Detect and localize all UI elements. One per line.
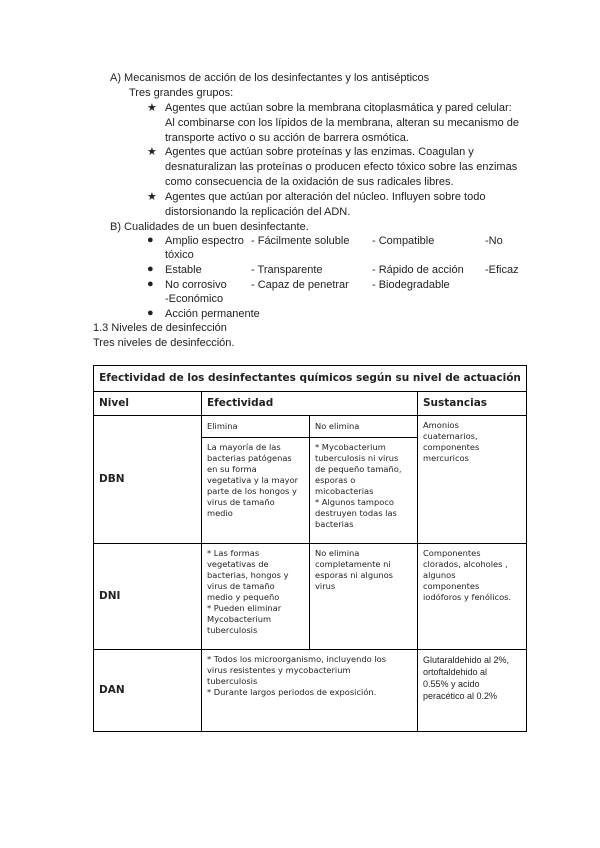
star-bullet-icon: ★ <box>147 191 157 203</box>
level-dan: DAN <box>94 650 202 732</box>
quality-6: - Transparente <box>251 264 323 276</box>
quality-10: - Capaz de penetrar <box>251 279 349 291</box>
quality-8: -Eficaz <box>485 264 519 276</box>
level-dni: DNI <box>94 544 202 650</box>
header-efectividad: Efectividad <box>202 392 418 416</box>
dni-elimina: * Las formas vegetativas de bacterias, hongos y virus de tamaño medio y pequeño * Pueden eliminar Mycobacterium tuberculosis <box>202 544 310 650</box>
bullet-dot-icon: ● <box>147 278 154 290</box>
section-b-heading: B) Cualidades de un buen desinfectante. <box>110 221 309 233</box>
section-a-heading: A) Mecanismos de acción de los desinfectantes y los antisépticos <box>110 72 430 84</box>
mechanism-item-2-line-2: desnaturalizan las proteínas o producen efecto tóxico sobre las enzimas <box>165 161 518 173</box>
quality-5: Estable <box>165 264 202 276</box>
mechanism-item-3-line-2: distorsionando la replicación del ADN. <box>165 206 351 218</box>
table-title: Efectividad de los desinfectantes químicos según su nivel de actuación <box>94 366 527 392</box>
quality-3: - Compatible <box>372 235 435 247</box>
dan-sustancias: Glutaraldehido al 2%, ortoftaldehido al 0.55% y acido peracético al 0.2% <box>418 650 527 732</box>
levels-intro: Tres niveles de desinfección. <box>93 337 235 349</box>
mechanism-item-2-line-3: como consecuencia de la oxidación de sus radicales libres. <box>165 176 454 188</box>
mechanism-item-1-line-1: Agentes que actúan sobre la membrana citoplasmática y pared celular: <box>165 102 512 114</box>
dbn-elimina-head: Elimina <box>202 416 310 438</box>
bullet-dot-icon: ● <box>147 307 154 319</box>
mechanism-item-1-line-2: Al combinarse con los lípidos de la membrana, alteran su mecanismo de <box>165 117 520 129</box>
bullet-dot-icon: ● <box>147 263 154 275</box>
dbn-no-elimina-head: No elimina <box>310 416 418 438</box>
quality-1: Amplio espectro <box>165 235 244 247</box>
mechanism-item-2-line-1: Agentes que actúan sobre proteínas y las enzimas. Coagulan y <box>165 146 474 158</box>
dni-sustancias: Componentes clorados, alcoholes , algunos componentes iodóforos y fenólicos. <box>418 544 527 650</box>
dan-efectividad: * Todos los microorganismo, incluyendo los virus resistentes y mycobacterium tuberculosis * Durante largos periodos de exposición. <box>202 650 418 732</box>
quality-4-continuation: tóxico <box>165 249 194 261</box>
mechanism-item-1-line-3: transporte activo o su acción de barrera osmótica. <box>165 132 409 144</box>
quality-4: -No <box>485 235 503 247</box>
quality-7: - Rápido de acción <box>372 264 464 276</box>
dbn-sustancias: Amonios cuaternarios, componentes mercuricos <box>418 416 527 544</box>
bullet-dot-icon: ● <box>147 234 154 246</box>
mechanism-item-3-line-1: Agentes que actúan por alteración del núcleo. Influyen sobre todo <box>165 191 486 203</box>
quality-11: - Biodegradable <box>372 279 450 291</box>
levels-heading: 1.3 Niveles de desinfección <box>93 322 227 334</box>
header-sustancias: Sustancias <box>418 392 527 416</box>
level-dbn: DBN <box>94 416 202 544</box>
dbn-elimina: La mayoría de las bacterias patógenas en su forma vegetativa y la mayor parte de los hongos y virus de tamaño medio <box>202 438 310 544</box>
quality-12: -Económico <box>165 293 224 305</box>
quality-13: Acción permanente <box>165 308 260 320</box>
star-bullet-icon: ★ <box>147 102 157 114</box>
header-nivel: Nivel <box>94 392 202 416</box>
quality-9: No corrosivo <box>165 279 227 291</box>
section-a-intro: Tres grandes grupos: <box>129 87 234 99</box>
quality-2: - Fácilmente soluble <box>251 235 350 247</box>
dbn-no-elimina: * Mycobacterium tuberculosis ni virus de pequeño tamaño, esporas o micobacterias * Algunos tampoco destruyen todas las bacterias <box>310 438 418 544</box>
disinfectant-effectiveness-table <box>93 365 527 732</box>
dni-no-elimina: No elimina completamente ni esporas ni algunos virus <box>310 544 418 650</box>
star-bullet-icon: ★ <box>147 146 157 158</box>
